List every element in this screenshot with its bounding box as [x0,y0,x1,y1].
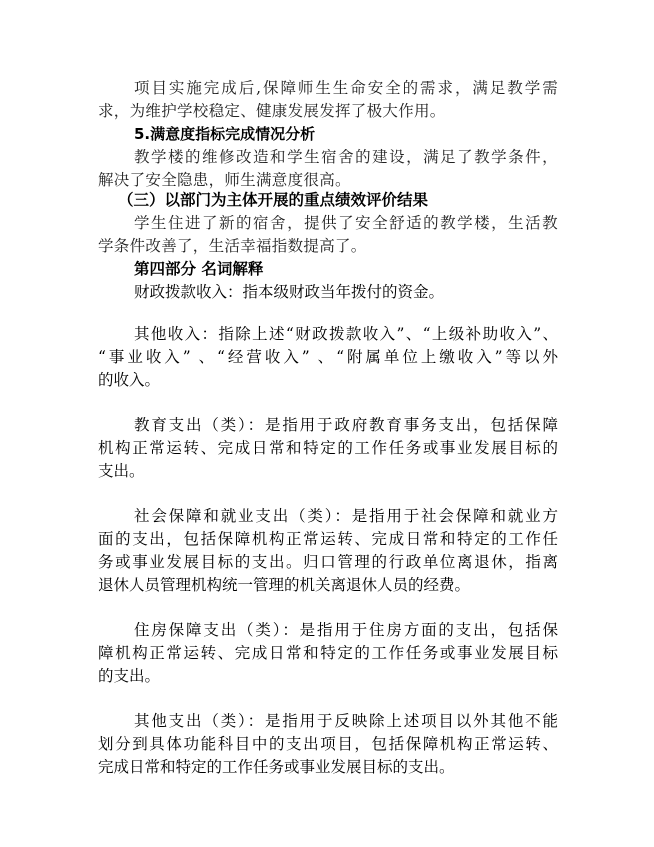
definition-fiscal-income: 财政拨款收入：指本级财政当年拨付的资金。 [134,283,445,301]
text-line: 划分到具体功能科目中的支出项目，包括保障机构正常运转、 [98,735,558,753]
text-line: “事业收入” 、“经营收入” 、“附属单位上缴收入”等以外 [98,348,558,366]
text-line: 障机构正常运转、完成日常和特定的工作任务或事业发展目标 [98,644,558,662]
text-line: 其他收入：指除上述“财政拨款收入”、“上级补助收入”、 [134,325,558,343]
heading-department-evaluation: （三）以部门为主体开展的重点绩效评价结果 [118,191,429,209]
text-line: 住房保障支出（类）：是指用于住房方面的支出，包括保 [134,621,558,639]
text-line: 面的支出，包括保障机构正常运转、完成日常和特定的工作任 [98,530,558,548]
text-line: 解决了安全隐患，师生满意度很高。 [98,171,351,189]
text-line: 学生住进了新的宿舍，提供了安全舒适的教学楼，生活教 [134,214,558,232]
text-line: 项目实施完成后,保障师生生命安全的需求，满足教学需 [134,79,558,97]
text-line: 退休人员管理机构统一管理的机关离退休人员的经费。 [98,576,471,594]
text-line: 教学楼的维修改造和学生宿舍的建设，满足了教学条件， [134,148,558,166]
text-line: 求，为维护学校稳定、健康发展发挥了极大作用。 [98,102,446,120]
part-four-title: 第四部分 名词解释 [134,260,264,278]
text-line: 的收入。 [98,371,161,389]
heading-satisfaction: 5.满意度指标完成情况分析 [134,125,316,143]
text-line: 的支出。 [98,667,161,685]
text-line: 支出。 [98,462,145,480]
text-line: 其他支出（类）：是指用于反映除上述项目以外其他不能 [134,712,558,730]
text-line: 学条件改善了，生活幸福指数提高了。 [98,237,367,255]
text-line: 务或事业发展目标的支出。归口管理的行政单位离退休，指离 [98,553,558,571]
text-line: 教育支出（类）：是指用于政府教育事务支出，包括保障 [134,416,558,434]
text-line: 机构正常运转、完成日常和特定的工作任务或事业发展目标的 [98,439,558,457]
text-line: 完成日常和特定的工作任务或事业发展目标的支出。 [98,758,455,776]
text-line: 社会保障和就业支出（类）：是指用于社会保障和就业方 [134,507,558,525]
